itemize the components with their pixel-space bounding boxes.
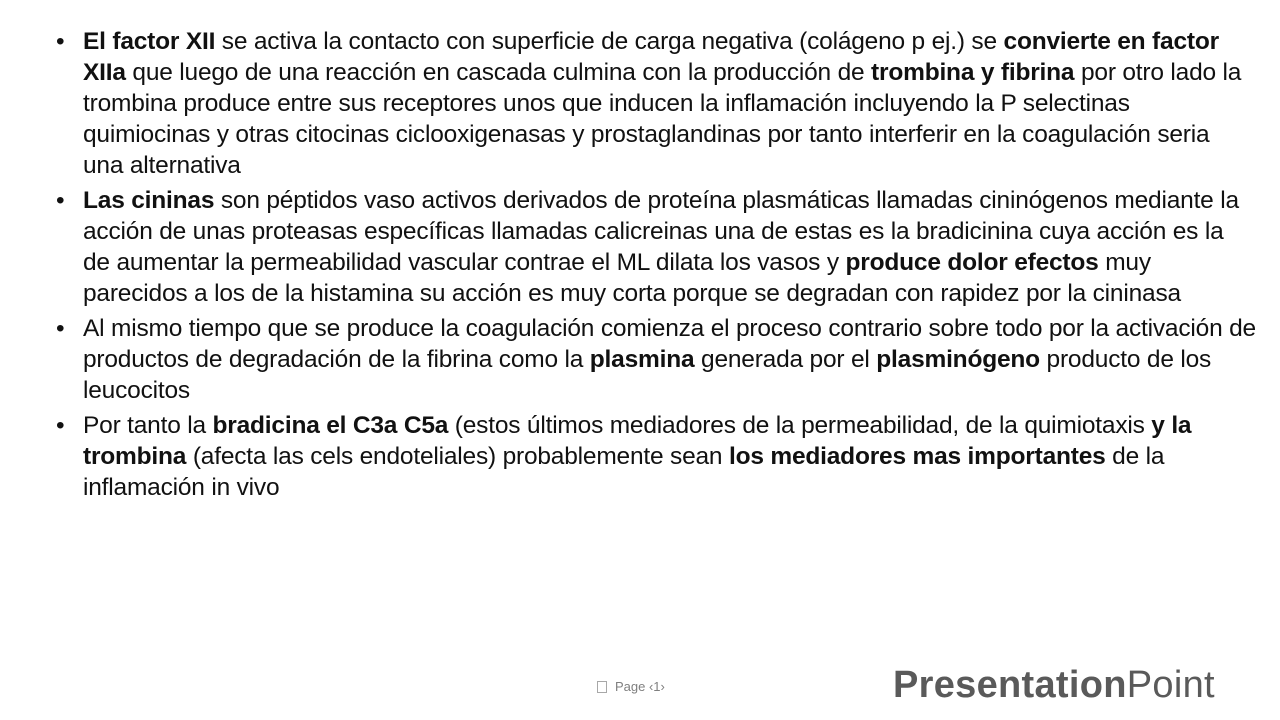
bullet-item [56, 185, 1256, 309]
bullet-dot-icon: • [56, 315, 65, 342]
bold-text: plasminógeno [876, 346, 1040, 373]
body-text: que luego de una reacción en cascada culmina con la producción de [125, 59, 872, 86]
bold-text: los mediadores mas importantes [728, 443, 1106, 470]
body-text: Por tanto la [83, 412, 213, 439]
bullet-item [56, 26, 1256, 181]
bold-text: bradicina el C3a C5a [212, 412, 449, 439]
bold-text: y la trombina [83, 412, 1192, 470]
page-number-footer [597, 679, 665, 694]
presentationpoint-logo [893, 663, 1215, 707]
body-text: son péptidos vaso activos derivados de proteína plasmáticas llamadas cininógenos mediante la acción de unas proteasas específicas llamadas calicreinas una de estas es la bradicinina cuya acción es la de aumentar la permeabilidad vascular contrae el ML dilata los vasos y [83, 187, 1239, 276]
bullet-item [56, 313, 1256, 406]
bold-text: produce dolor efectos [845, 249, 1099, 276]
body-text: muy parecidos a los de la histamina su acción es muy corta porque se degradan con rapidez por la cininasa [83, 249, 1181, 307]
body-text: generada por el [694, 346, 877, 373]
body-text: (estos últimos mediadores de la permeabilidad, de la quimiotaxis [448, 412, 1152, 439]
bullet-dot-icon: • [56, 187, 65, 214]
body-text: se activa la contacto con superficie de carga negativa (colágeno p ej.) se [215, 28, 1004, 55]
logo-text-point: Point [1126, 664, 1215, 706]
page-number-label: Page ‹1› [615, 679, 665, 694]
body-text: producto de los leucocitos [83, 346, 1212, 404]
bullet-dot-icon: • [56, 412, 65, 439]
body-text: (afecta las cels endoteliales) probablemente sean [186, 443, 729, 470]
bold-text: trombina y fibrina [871, 59, 1075, 86]
body-text: Al mismo tiempo que se produce la coagulación comienza el proceso contrario sobre todo por la activación de productos de degradación de la fibrina como la [83, 315, 1256, 373]
missing-glyph-icon [597, 681, 607, 693]
bullet-item [56, 410, 1256, 503]
bullet-dot-icon: • [56, 28, 65, 55]
body-text: de la inflamación in vivo [83, 443, 1165, 501]
bold-text: convierte en factor XIIa [83, 28, 1219, 86]
bullet-list [56, 26, 1256, 507]
logo-text-presentation: Presentation [893, 664, 1127, 706]
bold-text: plasmina [589, 346, 695, 373]
body-text: por otro lado la trombina produce entre sus receptores unos que inducen la inflamación incluyendo la P selectinas quimiocinas y otras citocinas ciclooxigenasas y prostaglandinas por tanto interferir en la coagulación seria una alternativa [83, 59, 1242, 179]
bold-text: El factor XII [83, 28, 216, 55]
bold-text: Las cininas [83, 187, 215, 214]
